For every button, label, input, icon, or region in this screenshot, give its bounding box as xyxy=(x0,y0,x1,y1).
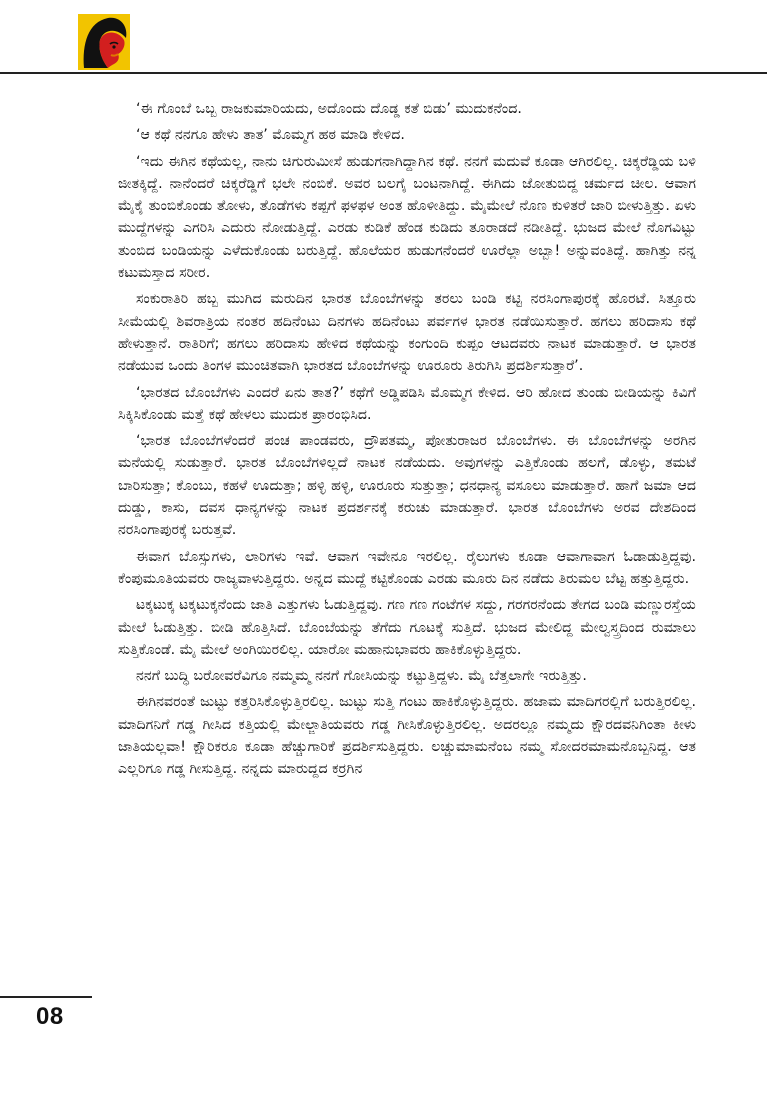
paragraph: ನನಗೆ ಬುದ್ಧಿ ಬರೋವರೆವಿಗೂ ನಮ್ಮಮ್ಮ ನನಗೆ ಗೋಸಿಯನ್ನು ಕಟ್ಟುತ್ತಿದ್ದಳು. ಮೈ ಬೆತ್ತಲಾಗೇ ಇರುತ್ತಿತ್ತು. xyxy=(136,668,587,685)
footer-rule xyxy=(0,996,92,998)
header-rule xyxy=(0,72,767,74)
face-profile-logo-icon xyxy=(78,14,130,70)
paragraph: ‘ಭಾರತದ ಬೊಂಬೆಗಳು ಎಂದರೆ ಏನು ತಾತ?’ ಕಥೆಗೆ ಅಡ್ಡಿಪಡಿಸಿ ಮೊಮ್ಮಗ ಕೇಳಿದ. ಆರಿ ಹೋದ ತುಂಡು ಬೀಡಿಯನ್ನು ಕಿವಿಗೆ ಸಿಕ್ಕಿಸಿಕೊಂಡು ಮತ್ತೆ ಕಥೆ ಹೇಳಲು ಮುದುಕ ಪ್ರಾರಂಭಿಸಿದ. xyxy=(118,384,696,423)
paragraph: ‘ಭಾರತ ಬೊಂಬೆಗಳೆಂದರೆ ಪಂಚ ಪಾಂಡವರು, ದ್ರೌಪತಮ್ಮ, ಪೋತುರಾಜರ ಬೊಂಬೆಗಳು. ಈ ಬೊಂಬೆಗಳನ್ನು ಅರಗಿನ ಮನೆಯಲ್ಲಿ ಸುಡುತ್ತಾರೆ. ಭಾರತ ಬೊಂಬೆಗಳಿಲ್ಲದೆ ನಾಟಕ ನಡೆಯದು. ಅವುಗಳನ್ನು ಎತ್ತಿಕೊಂಡು ಹಲಗೆ, ಡೊಳ್ಳು, ತಮಟೆ ಬಾರಿಸುತ್ತಾ; ಕೊಂಬು, ಕಹಳೆ ಊದುತ್ತಾ; ಹಳ್ಳಿ ಹಳ್ಳಿ, ಊರೂರು ಸುತ್ತುತ್ತಾ; ಧನಧಾನ್ಯ ವಸೂಲು ಮಾಡುತ್ತಾರೆ. ಹಾಗೆ ಜಮಾ ಆದ ದುಡ್ಡು, ಕಾಸು, ದವಸ ಧಾನ್ಯಗಳನ್ನು ನಾಟಕ ಪ್ರದರ್ಶನಕ್ಕೆ ಕರುಚು ಮಾಡುತ್ತಾರೆ. ಭಾರತ ಬೊಂಬೆಗಳು ಅರವ ದೇಶದಿಂದ ನರಸಿಂಗಾಪುರಕ್ಕೆ ಬರುತ್ತವೆ. xyxy=(118,433,696,539)
paragraph: ಟಕ್ಕಟುಕ್ಕ ಟಕ್ಕಟುಕ್ಕನೆಂದು ಜಾತಿ ಎತ್ತುಗಳು ಓಡುತ್ತಿದ್ದವು. ಗಣ ಗಣ ಗಂಟೆಗಳ ಸದ್ದು, ಗರಗರನೆಂದು ತೇಗದ ಬಂಡಿ ಮಣ್ಣುರಸ್ತೆಯ ಮೇಲೆ ಓಡುತ್ತಿತ್ತು. ಬೀಡಿ ಹೊತ್ತಿಸಿದೆ. ಬೊಂಬೆಯನ್ನು ತೆಗೆದು ಗೂಟಕ್ಕೆ ಸುತ್ತಿದೆ. ಭುಜದ ಮೇಲಿದ್ದ ಮೇಲ್ವಸ್ತ್ರದಿಂದ ರುಮಾಲು ಸುತ್ತಿಕೊಂಡೆ. ಮೈ ಮೇಲೆ ಅಂಗಿಯಿರಲಿಲ್ಲ. ಯಾರೋ ಮಹಾನುಭಾವರು ಹಾಕಿಕೊಳ್ಳುತ್ತಿದ್ದರು. xyxy=(118,597,696,658)
publication-logo xyxy=(78,14,130,70)
paragraph: ಈಗಿನವರಂತೆ ಜುಟ್ಟು ಕತ್ತರಿಸಿಕೊಳ್ಳುತ್ತಿರಲಿಲ್ಲ. ಜುಟ್ಟು ಸುತ್ತಿ ಗಂಟು ಹಾಕಿಕೊಳ್ಳುತ್ತಿದ್ದರು. ಹಜಾಮ ಮಾದಿಗರಲ್ಲಿಗೆ ಬರುತ್ತಿರಲಿಲ್ಲ. ಮಾದಿಗನಿಗೆ ಗಡ್ಡ ಗೀಸಿದ ಕತ್ತಿಯಲ್ಲಿ ಮೇಲ್ಜಾತಿಯವರು ಗಡ್ಡ ಗೀಸಿಕೊಳ್ಳುತ್ತಿರಲಿಲ್ಲ. ಅದರಲ್ಲೂ ನಮ್ಮದು ಕ್ಷೌರದವನಿಗಿಂತಾ ಕೀಳು ಜಾತಿಯಲ್ಲವಾ! ಕ್ಷೌರಿಕರೂ ಕೂಡಾ ಹೆಚ್ಚುಗಾರಿಕೆ ಪ್ರದರ್ಶಿಸುತ್ತಿದ್ದರು. ಲಚ್ಚುಮಾಮನೆಂಬ ನಮ್ಮ ಸೋದರಮಾಮನೊಬ್ಬನಿದ್ದ. ಆತ ಎಲ್ಲರಿಗೂ ಗಡ್ಡ ಗೀಸುತ್ತಿದ್ದ. ನನ್ನದು ಮಾರುದ್ದದ ಕರ್‍ರಗಿನ xyxy=(118,694,696,778)
paragraph: ‘ಈ ಗೊಂಬೆ ಒಬ್ಬ ರಾಜಕುಮಾರಿಯದು, ಅದೊಂದು ದೊಡ್ಡ ಕತೆ ಬಿಡು’ ಮುದುಕನೆಂದ. xyxy=(136,101,522,117)
story-body xyxy=(118,98,696,785)
page-number: 08 xyxy=(36,1003,64,1030)
paragraph: ಈವಾಗ ಬೊಸ್ಸುಗಳು, ಲಾರಿಗಳು ಇವೆ. ಆವಾಗ ಇವೇನೂ ಇರಲಿಲ್ಲ. ರೈಲುಗಳು ಕೂಡಾ ಆವಾಗಾವಾಗ ಓಡಾಡುತ್ತಿದ್ದವು. ಕೆಂಪುಮೂತಿಯವರು ರಾಜ್ಯವಾಳುತ್ತಿದ್ದರು. ಅನ್ನದ ಮುದ್ದೆ ಕಟ್ಟಿಕೊಂಡು ಎರಡು ಮೂರು ದಿನ ನಡೆದು ತಿರುಮಲ ಬೆಟ್ಟ ಹತ್ತುತ್ತಿದ್ದರು. xyxy=(118,548,696,587)
paragraph: ‘ಆ ಕಥೆ ನನಗೂ ಹೇಳು ತಾತ’ ಮೊಮ್ಮಗ ಹಠ ಮಾಡಿ ಕೇಳಿದ. xyxy=(136,127,405,144)
paragraph: ‘ಇದು ಈಗಿನ ಕಥೆಯಲ್ಲ, ನಾನು ಚಿಗುರುಮೀಸೆ ಹುಡುಗನಾಗಿದ್ದಾಗಿನ ಕಥೆ. ನನಗೆ ಮದುವೆ ಕೂಡಾ ಆಗಿರಲಿಲ್ಲ. ಚಿಕ್ಕರೆಡ್ಡಿಯ ಬಳಿ ಜೀತಕ್ಕಿದ್ದೆ. ನಾನೆಂದರೆ ಚಿಕ್ಕರೆಡ್ಡಿಗೆ ಭಲೇ ನಂಬಿಕೆ. ಅವರ ಬಲಗೈ ಬಂಟನಾಗಿದ್ದೆ. ಈಗಿದು ಜೋತುಬಿದ್ದ ಚರ್ಮದ ಚೀಲ. ಆವಾಗ ಮೈಕೈ ತುಂಬಿಕೊಂಡು ತೋಳು, ತೊಡೆಗಳು ಕಪ್ಪಗೆ ಫಳಫಳ ಅಂತ ಹೊಳೀತಿದ್ದು. ಮೈಮೇಲೆ ನೊಣ ಕುಳಿತರೆ ಜಾರಿ ಬೀಳುತ್ತಿತ್ತು. ಏಳು ಮುದ್ದೆಗಳನ್ನು ಎಗರಿಸಿ ಎದುರು ನೋಡುತ್ತಿದ್ದೆ. ಎರಡು ಕುಡಿಕೆ ಹೆಂಡ ಕುಡಿದು ತೂರಾಡದೆ ನಡೀತಿದ್ದೆ. ಭುಜದ ಮೇಲೆ ನೊಗವಿಟ್ಟು ತುಂಬಿದ ಬಂಡಿಯನ್ನು ಎಳೆದುಕೊಂಡು ಬರುತ್ತಿದ್ದೆ. ಹೊಲೆಯರ ಹುಡುಗನೆಂದರೆ ಊರೆಲ್ಲಾ ಅಬ್ಬಾ! ಅನ್ನುವಂತಿದ್ದೆ. ಹಾಗಿತ್ತು ನನ್ನ ಕಟುಮಸ್ತಾದ ಸರೀರ. xyxy=(118,153,696,282)
paragraph: ಸಂಕುರಾತಿರಿ ಹಬ್ಬ ಮುಗಿದ ಮರುದಿನ ಭಾರತ ಬೊಂಬೆಗಳನ್ನು ತರಲು ಬಂಡಿ ಕಟ್ಟಿ ನರಸಿಂಗಾಪುರಕ್ಕೆ ಹೊರಟೆ. ಸಿತ್ತೂರು ಸೀಮೆಯಲ್ಲಿ ಶಿವರಾತ್ರಿಯ ನಂತರ ಹದಿನೆಂಟು ದಿನಗಳು ಹದಿನೆಂಟು ಪರ್ವಗಳ ಭಾರತ ನಡೆಯಿಸುತ್ತಾರೆ. ಹಗಲು ಹರಿದಾಸು ಕಥೆ ಹೇಳುತ್ತಾನೆ. ರಾತಿರಿಗೆ; ಹಗಲು ಹರಿದಾಸು ಹೇಳಿದ ಕಥೆಯನ್ನು ಕಂಗುಂದಿ ಕುಪ್ಪಂ ಆಟದವರು ನಾಟಕ ಮಾಡುತ್ತಾರೆ. ಆ ಭಾರತ ನಡೆಯುವ ಒಂದು ತಿಂಗಳ ಮುಂಚಿತವಾಗಿ ಭಾರತದ ಬೊಂಬೆಗಳನ್ನು ಊರೂರು ತಿರುಗಿಸಿ ಪ್ರದರ್ಶಿಸುತ್ತಾರೆ’. xyxy=(118,291,696,375)
